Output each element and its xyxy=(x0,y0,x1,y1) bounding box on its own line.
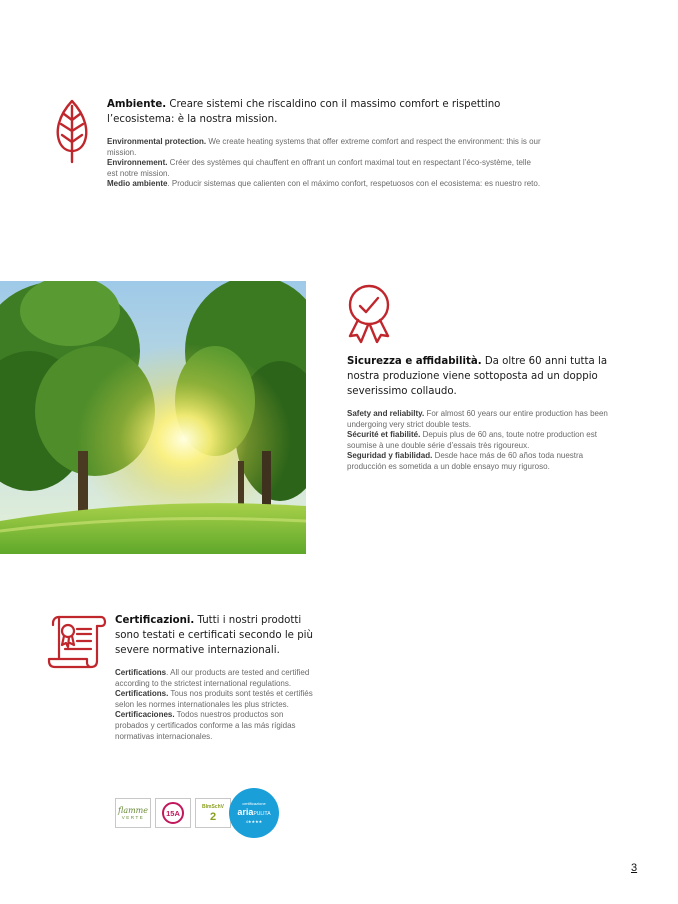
safety-label-fr: Sécurité et fiabilité. xyxy=(347,430,421,440)
flamme-verte-word: flamme xyxy=(117,805,148,815)
safety-text-fr: Depuis plus de 60 ans, toute notre production est soumise à une double série d’essais très rigoureux. xyxy=(347,430,597,450)
certifications-lead-text: Tutti i nostri prodotti sono testati e certificati secondo le più severe normative internazionali. xyxy=(115,615,313,656)
aria-pulita-top: certificazione xyxy=(242,801,266,806)
environment-text-es: . Producir sistemas que calienten con el máximo confort, respetuosos con el ecosistema: es nuestro reto. xyxy=(167,179,541,189)
certificate-scroll-icon xyxy=(47,613,107,671)
environment-section xyxy=(107,97,543,190)
environment-lead-text: Creare sistemi che riscaldino con il massimo comfort e rispettino l’ecosistema: è la nostra mission. xyxy=(107,99,501,125)
safety-lead xyxy=(347,354,609,399)
environment-para-en xyxy=(107,137,543,158)
safety-para-es xyxy=(347,451,609,472)
certifications-para-fr xyxy=(115,689,315,710)
certifications-section xyxy=(115,613,315,742)
environment-text-en: We create heating systems that offer extreme comfort and respect the environment: this is our mission. xyxy=(107,137,541,157)
certifications-para-es xyxy=(115,710,315,742)
safety-para-en xyxy=(347,409,609,430)
certifications-text-es: Todos nuestros productos son probados y certificados conforme a las más rígidas normativas internacionales. xyxy=(115,710,296,741)
environment-lead xyxy=(107,97,543,127)
certifications-label-fr: Certifications. xyxy=(115,689,169,699)
environment-label-es: Medio ambiente xyxy=(107,179,168,189)
environment-translations xyxy=(107,137,543,190)
certification-logos xyxy=(115,788,285,838)
aria-pulita-main xyxy=(237,807,270,819)
certifications-title: Certificazioni. xyxy=(115,615,195,626)
aria-pulita-stars: 4★★★★ xyxy=(245,819,263,824)
environment-title: Ambiente. xyxy=(107,99,167,110)
safety-section xyxy=(347,354,609,473)
safety-text-es: Desde hace más de 60 años toda nuestra producción es sometida a un doble ensayo muy riguroso. xyxy=(347,451,584,471)
environment-label-en: Environmental protection. xyxy=(107,137,207,146)
environment-para-es xyxy=(107,179,543,190)
safety-para-fr xyxy=(347,430,609,451)
environment-para-fr xyxy=(107,158,543,179)
fifteen-a-badge-icon xyxy=(162,802,184,824)
safety-translations xyxy=(347,409,609,473)
bimschv-logo xyxy=(195,798,231,828)
aria-pulita-brand: PULITA xyxy=(253,811,271,817)
safety-lead-text: Da oltre 60 anni tutta la nostra produzione viene sottoposta ad un doppio severissimo collaudo. xyxy=(347,356,608,397)
award-ribbon-icon xyxy=(346,284,392,346)
aria-pulita-word: aria xyxy=(237,807,254,817)
bimschv-label: BImSchV xyxy=(202,803,224,810)
certifications-para-en xyxy=(115,668,315,689)
leaf-icon xyxy=(52,98,92,164)
flamme-verte-logo xyxy=(115,798,151,828)
flamme-verte-sub: VERTE xyxy=(121,814,145,820)
safety-label-es: Seguridad y fiabilidad. xyxy=(347,451,433,461)
certifications-lead xyxy=(115,613,315,658)
safety-title: Sicurezza e affidabilità. xyxy=(347,356,482,367)
fifteen-a-logo xyxy=(155,798,191,828)
certifications-text-fr: Tous nos produits sont testés et certifiés selon les normes internationales les plus strictes. xyxy=(115,689,313,709)
certifications-label-en: Certifications xyxy=(115,668,167,677)
fifteen-a-text: 15A xyxy=(166,808,180,818)
aria-pulita-logo xyxy=(229,788,279,838)
safety-text-en: For almost 60 years our entire production has been undergoing very strict double tests. xyxy=(347,409,608,429)
certifications-label-es: Certificaciones. xyxy=(115,710,175,720)
environment-text-fr: Créer des systèmes qui chauffent en offrant un confort maximal tout en respectant l’éco-système, telle est notre mission. xyxy=(107,158,531,178)
safety-label-en: Safety and reliabilty. xyxy=(347,409,425,418)
bimschv-number: 2 xyxy=(209,810,217,823)
environment-label-fr: Environnement. xyxy=(107,158,168,168)
certifications-text-en: . All our products are tested and certified according to the strictest international regulations. xyxy=(115,668,310,688)
park-trees-photo xyxy=(0,281,306,554)
page-number: 3 xyxy=(631,862,638,874)
certifications-translations xyxy=(115,668,315,742)
